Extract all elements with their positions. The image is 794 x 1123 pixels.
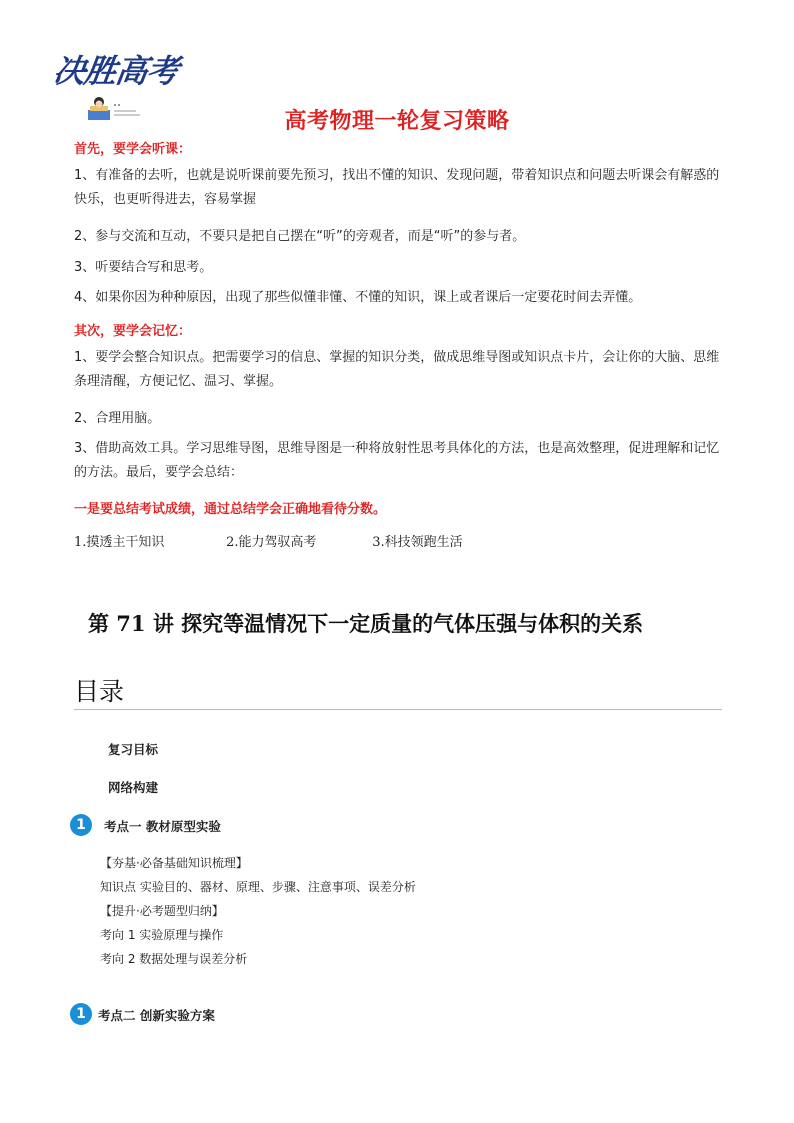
toc-sub-item[interactable]: 【夯基·必备基础知识梳理】	[100, 856, 248, 870]
toc-sub-item[interactable]: 考向 2 数据处理与误差分析	[100, 952, 248, 966]
paragraph: 3、听要结合写和思考。	[74, 260, 213, 275]
number-badge-icon: 1	[70, 814, 92, 836]
paragraph: 1、有准备的去听，也就是说听课前要先预习，找出不懂的知识、发现问题，带着知识点和问题去听课会有解惑的快乐，也更听得进去，容易掌握	[74, 168, 720, 207]
paragraph: 4、如果你因为种种原因，出现了那些似懂非懂、不懂的知识，课上或者课后一定要花时间去弄懂。	[74, 290, 642, 305]
toc-item-network[interactable]: 网络构建	[108, 780, 159, 795]
paragraph: 2、合理用脑。	[74, 411, 161, 426]
toc-sub-item[interactable]: 考向 1 实验原理与操作	[100, 928, 224, 942]
paragraph: 2、参与交流和互动，不要只是把自己摆在“听”的旁观者，而是“听”的参与者。	[74, 229, 526, 244]
section-heading-listening: 首先，要学会听课：	[74, 142, 192, 157]
toc-heading: 目录	[74, 677, 125, 706]
toc-item-point2[interactable]: 考点二 创新实验方案	[98, 1008, 215, 1023]
toc-item-review-goals[interactable]: 复习目标	[108, 742, 159, 757]
page-title: 高考物理一轮复习策略	[284, 109, 510, 134]
toc-item-point1[interactable]: 考点一 教材原型实验	[104, 819, 221, 834]
paragraph: 1、要学会整合知识点。把需要学习的信息、掌握的知识分类，做成思维导图或知识点卡片，会让你的大脑、思维条理清醒，方便记忆、温习、掌握。	[74, 350, 720, 389]
lecture-title: 第 71 讲 探究等温情况下一定质量的气体压强与体积的关系	[88, 611, 644, 636]
toc-sub-item[interactable]: 【提升·必考题型归纳】	[100, 904, 224, 918]
toc-sub-item[interactable]: 知识点 实验目的、器材、原理、步骤、注意事项、误差分析	[100, 880, 416, 894]
skill-item: 3.科技领跑生活	[372, 535, 463, 550]
skill-item: 2.能力驾驭高考	[226, 535, 317, 550]
number-badge-icon: 1	[70, 1003, 92, 1025]
paragraph: 3、借助高效工具。学习思维导图，思维导图是一种将放射性思考具体化的方法，也是高效整理，促进理解和记忆的方法。最后，要学会总结：	[74, 441, 720, 480]
toc-divider	[74, 709, 722, 710]
logo-text: 决胜高考	[51, 52, 181, 90]
skill-item: 1.摸透主干知识	[74, 535, 165, 550]
section-heading-memory: 其次，要学会记忆：	[74, 324, 192, 339]
skills-row	[74, 531, 463, 550]
summary-red-line: 一是要总结考试成绩，通过总结学会正确地看待分数。	[74, 502, 387, 517]
